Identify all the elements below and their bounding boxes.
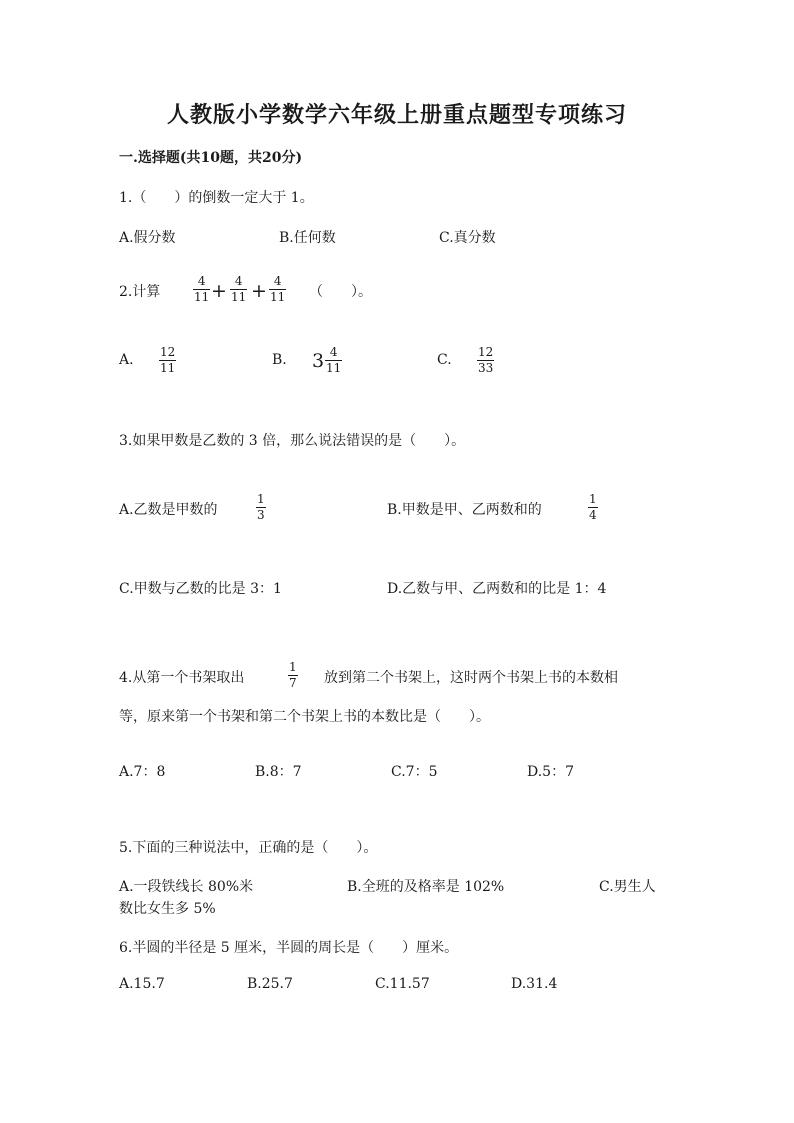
plus-sign: + [211,280,227,302]
fraction-numerator: 4 [197,274,206,288]
fraction-denominator: 11 [194,290,210,304]
question-6-option-c: C.11.57 [375,976,430,992]
question-3-text: 3.如果甲数是乙数的 3 倍，那么说法错误的是（ ）。 [119,433,466,449]
question-3-option-c: C.甲数与乙数的比是 3：1 [119,581,282,597]
question-5-text: 5.下面的三种说法中，正确的是（ ）。 [119,840,378,856]
fraction-numerator: 1 [589,492,597,506]
question-5-option-a: A.一段铁线长 80%米 [119,879,254,895]
question-4-text-c: 等，原来第一个书架和第二个书架上书的本数比是（ ）。 [119,709,490,725]
question-2-option-b-fraction [325,346,342,375]
fraction-numerator: 1 [289,660,297,674]
question-4-option-b: B.8：7 [255,764,302,780]
fraction-denominator: 7 [289,676,297,690]
fraction-numerator: 4 [273,274,282,288]
question-4-option-d: D.5：7 [527,764,574,780]
question-6-option-b: B.25.7 [247,976,293,992]
question-2-suffix: （ ）。 [309,284,372,300]
question-6-option-d: D.31.4 [511,976,558,992]
question-6-option-a: A.15.7 [119,976,165,992]
question-1-text: 1.（ ）的倒数一定大于 1。 [119,190,314,206]
section-heading: 一.选择题(共10题，共20分) [119,150,303,166]
question-4-fraction [288,661,298,690]
question-2-option-b-label: B. [272,352,287,368]
question-5-option-c: C.男生人 [599,879,656,895]
question-2-option-c-label: C. [437,352,452,368]
fraction-denominator: 11 [160,361,176,375]
question-5-option-b: B.全班的及格率是 102% [347,879,505,895]
question-5-option-c-continued: 数比女生多 5% [119,901,216,917]
question-4-text-b: 放到第二个书架上，这时两个书架上书的本数相 [324,670,618,686]
fraction-denominator: 11 [231,290,247,304]
fraction-numerator: 12 [160,345,176,359]
question-3-option-a: A.乙数是甲数的 [119,502,218,518]
question-3-option-b-fraction [588,493,598,522]
fraction-numerator: 12 [478,345,494,359]
question-2-option-c-fraction [477,346,494,375]
fraction-denominator: 3 [257,508,265,522]
question-2-prefix: 2.计算 [119,284,161,300]
fraction-denominator: 11 [270,290,286,304]
fraction-denominator: 33 [478,361,494,375]
question-3-option-d: D.乙数与甲、乙两数和的比是 1：4 [387,581,607,597]
fraction-numerator: 4 [329,345,338,359]
question-2-option-a-fraction [159,346,176,375]
question-3-option-a-fraction [256,493,266,522]
question-3-option-b: B.甲数是甲、乙两数和的 [387,502,542,518]
question-1-option-a: A.假分数 [119,230,176,246]
mixed-number-whole: 3 [312,350,325,372]
question-4-text-a: 4.从第一个书架取出 [119,670,245,686]
question-2-fraction-3 [269,275,286,304]
question-4-option-c: C.7：5 [391,764,438,780]
question-4-option-a: A.7：8 [119,764,166,780]
fraction-numerator: 4 [234,274,243,288]
question-2-option-a-label: A. [119,352,134,368]
plus-sign: + [251,280,267,302]
fraction-denominator: 4 [589,508,597,522]
question-2-fraction-2 [230,275,247,304]
question-1-option-c: C.真分数 [439,230,496,246]
page-title: 人教版小学数学六年级上册重点题型专项练习 [166,102,627,128]
question-1-option-b: B.任何数 [279,230,336,246]
fraction-denominator: 11 [326,361,342,375]
question-6-text: 6.半圆的半径是 5 厘米，半圆的周长是（ ）厘米。 [119,940,459,956]
question-2-fraction-1 [193,275,210,304]
fraction-numerator: 1 [257,492,265,506]
